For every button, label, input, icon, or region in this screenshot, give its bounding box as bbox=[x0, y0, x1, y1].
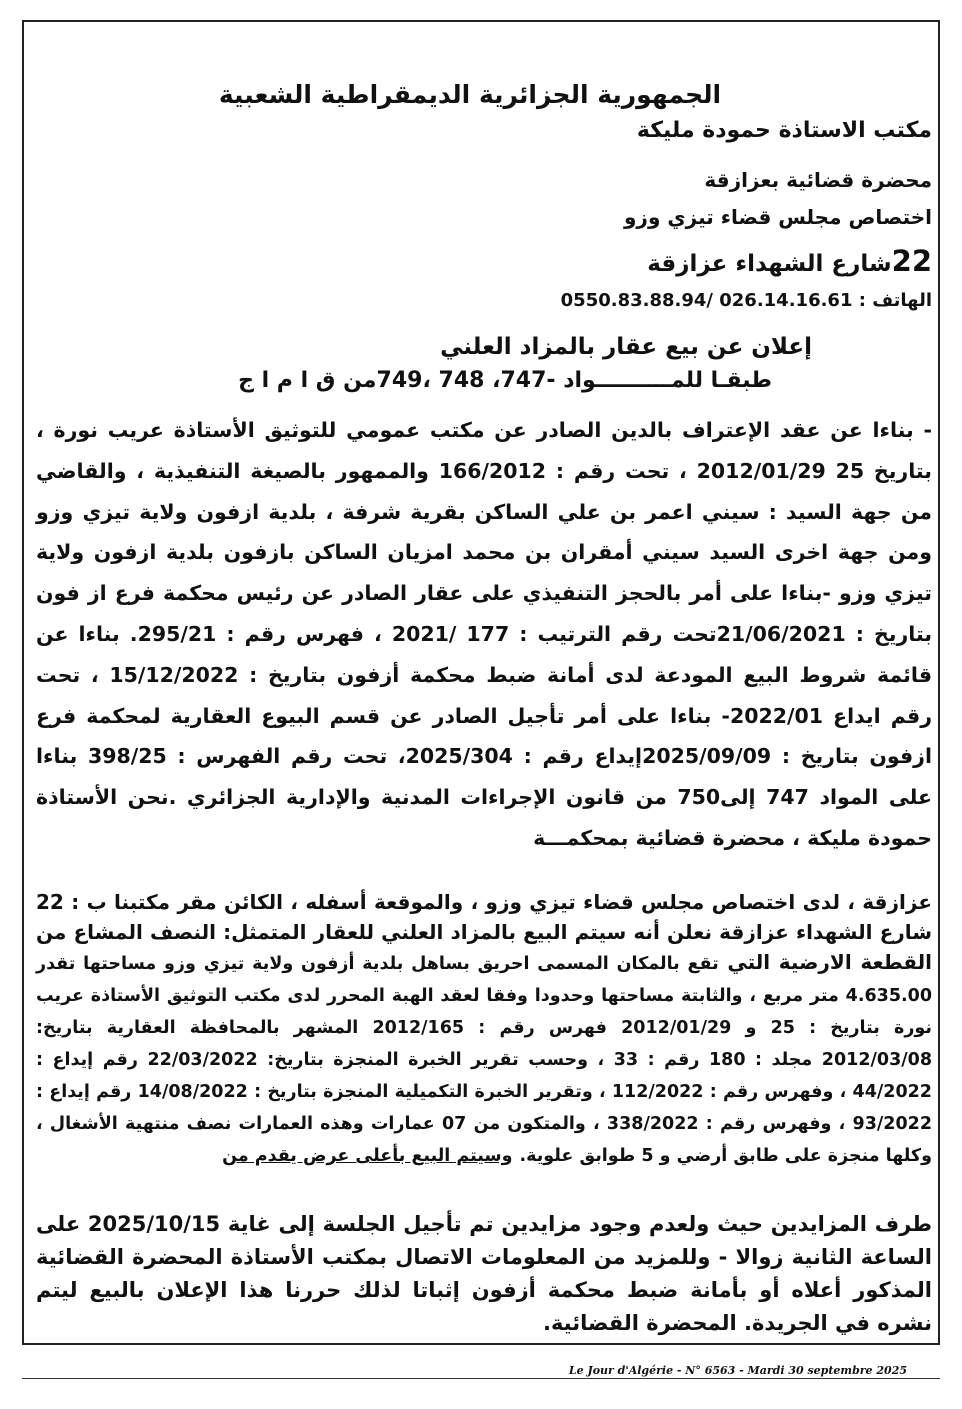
notice-title: إعلان عن بيع عقار بالمزاد العلني bbox=[440, 334, 812, 360]
property-description: تقع بالمكان المسمى احريق بساهل بلدية أزفون ولاية تيزي وزو مساحتها تقدر 4.635.00 متر مربع ، والثابتة مساحتها وحدودا وفقا لعقد الهبة المحرر لدى مكتب التوثيق الأستاذة عريب نورة بتاريخ : 25 و 2012/01/29 فهرس رقم : 2012/165 المشهر بالمحافظة العقارية بتاريخ: 2012/03/08 مجلد : 180 رقم : 33 ، وحسب تقرير الخبرة المنجزة بتاريخ: 22/03/2022 رقم إيداع : 44/2022 ، وفهرس رقم : 112/2022 ، وتقرير الخبرة التكميلية المنجزة بتاريخ : 14/08/2022 رقم إيداع : 93/2022 ، وفهرس رقم : 338/2022 ، والمتكون من 07 عمارات وهذه العمارات نصف منتهية الأشغال ، وكلها منجزة على طابق أرضي و 5 طوابق علوية. bbox=[36, 954, 932, 1166]
paragraph-2-lead: عزازقة ، لدى اختصاص مجلس قضاء تيزي وزو ، والموقعة أسفله ، الكائن مقر مكتبنا ب : 22 شارع الشهداء عزازقة نعلن أنه سيتم البيع بالمزاد العلني للعقار المتمثل: النصف المشاع من القطعة الارضية التي bbox=[36, 890, 933, 974]
office-name: مكتب الاستاذة حمودة مليكة bbox=[636, 118, 932, 143]
footer-rule bbox=[22, 1378, 940, 1379]
street-number: 22 bbox=[891, 244, 932, 278]
phone-numbers: 026.14.16.61 /0550.83.88.94 bbox=[560, 290, 853, 311]
body-paragraph-1: - بناءا عن عقد الإعتراف بالدين الصادر عن مكتب عمومي للتوثيق الأستاذة عريب نورة ، بتاريخ 25 2012/01/29 ، تحت رقم : 166/2012 والممهور بالصيغة التنفيذية ، والقاضي من جهة السيد : سيني اعمر بن علي الساكن بقرية شرفة ، بلدية ازفون ولاية تيزي وزو ومن جهة اخرى السيد سيني أمقران بن محمد امزيان الساكن بازفون بلدية ازفون ولاية تيزي وزو -بناءا على أمر بالحجز التنفيذي على عقار الصادر عن رئيس محكمة فرع از فون بتاريخ : 21/06/2021تحت رقم الترتيب : 177 /2021 ، فهرس رقم : 295/21. بناءا عن قائمة شروط البيع المودعة لدى أمانة ضبط محكمة أزفون بتاريخ : 15/12/2022 ، تحت رقم ايداع 2022/01- بناءا على أمر تأجيل الصادر عن قسم البيوع العقارية لمحكمة فرع ازفون بتاريخ : 2025/09/09إيداع رقم : 2025/304، تحت رقم الفهرس : 398/25 بناءا على المواد 747 إلى750 من قانون الإجراءات المدنية والإدارية الجزائري .نحن الأستاذة حمودة مليكة ، محضرة قضائية بمحكمـــة bbox=[36, 418, 933, 850]
sale-condition: وسيتم البيع بأعلى عرض يقدم من bbox=[222, 1146, 513, 1166]
postponement-text: حيث ولعدم وجود مزايدين تم تأجيل الجلسة إلى غاية 2025/10/15 على الساعة الثانية زوالا - وللمزيد من المعلومات الاتصال بمكتب الأستاذة المحضرة القضائية المذكور أعلاه أو بأمانة ضبط محكمة أزفون إثباتا لذلك حررنا هذا الإعلان بالبيع ليتم نشره في الجريدة. المحضرة القضائية. bbox=[36, 1212, 932, 1335]
phone-line bbox=[561, 290, 932, 311]
jurisdiction: اختصاص مجلس قضاء تيزي وزو bbox=[624, 205, 932, 229]
bailiff-title: محضرة قضائية بعزازقة bbox=[704, 168, 932, 192]
office-address bbox=[647, 244, 932, 278]
legal-basis: طبقـا للمــــــــــواد -747، 748 ،749من ق ا م ا ج bbox=[238, 368, 772, 393]
body-paragraph-3 bbox=[36, 1208, 932, 1340]
phone-label: الهاتف : bbox=[858, 290, 932, 311]
republic-title: الجمهورية الجزائرية الديمقراطية الشعبية bbox=[218, 80, 722, 109]
publication-footer: Le Jour d'Algérie - N° 6563 - Mardi 30 septembre 2025 bbox=[568, 1364, 907, 1377]
bidders-phrase: طرف المزايدين bbox=[770, 1212, 932, 1236]
street-name: شارع الشهداء عزازقة bbox=[647, 251, 892, 277]
body-paragraph-2 bbox=[36, 887, 932, 1171]
